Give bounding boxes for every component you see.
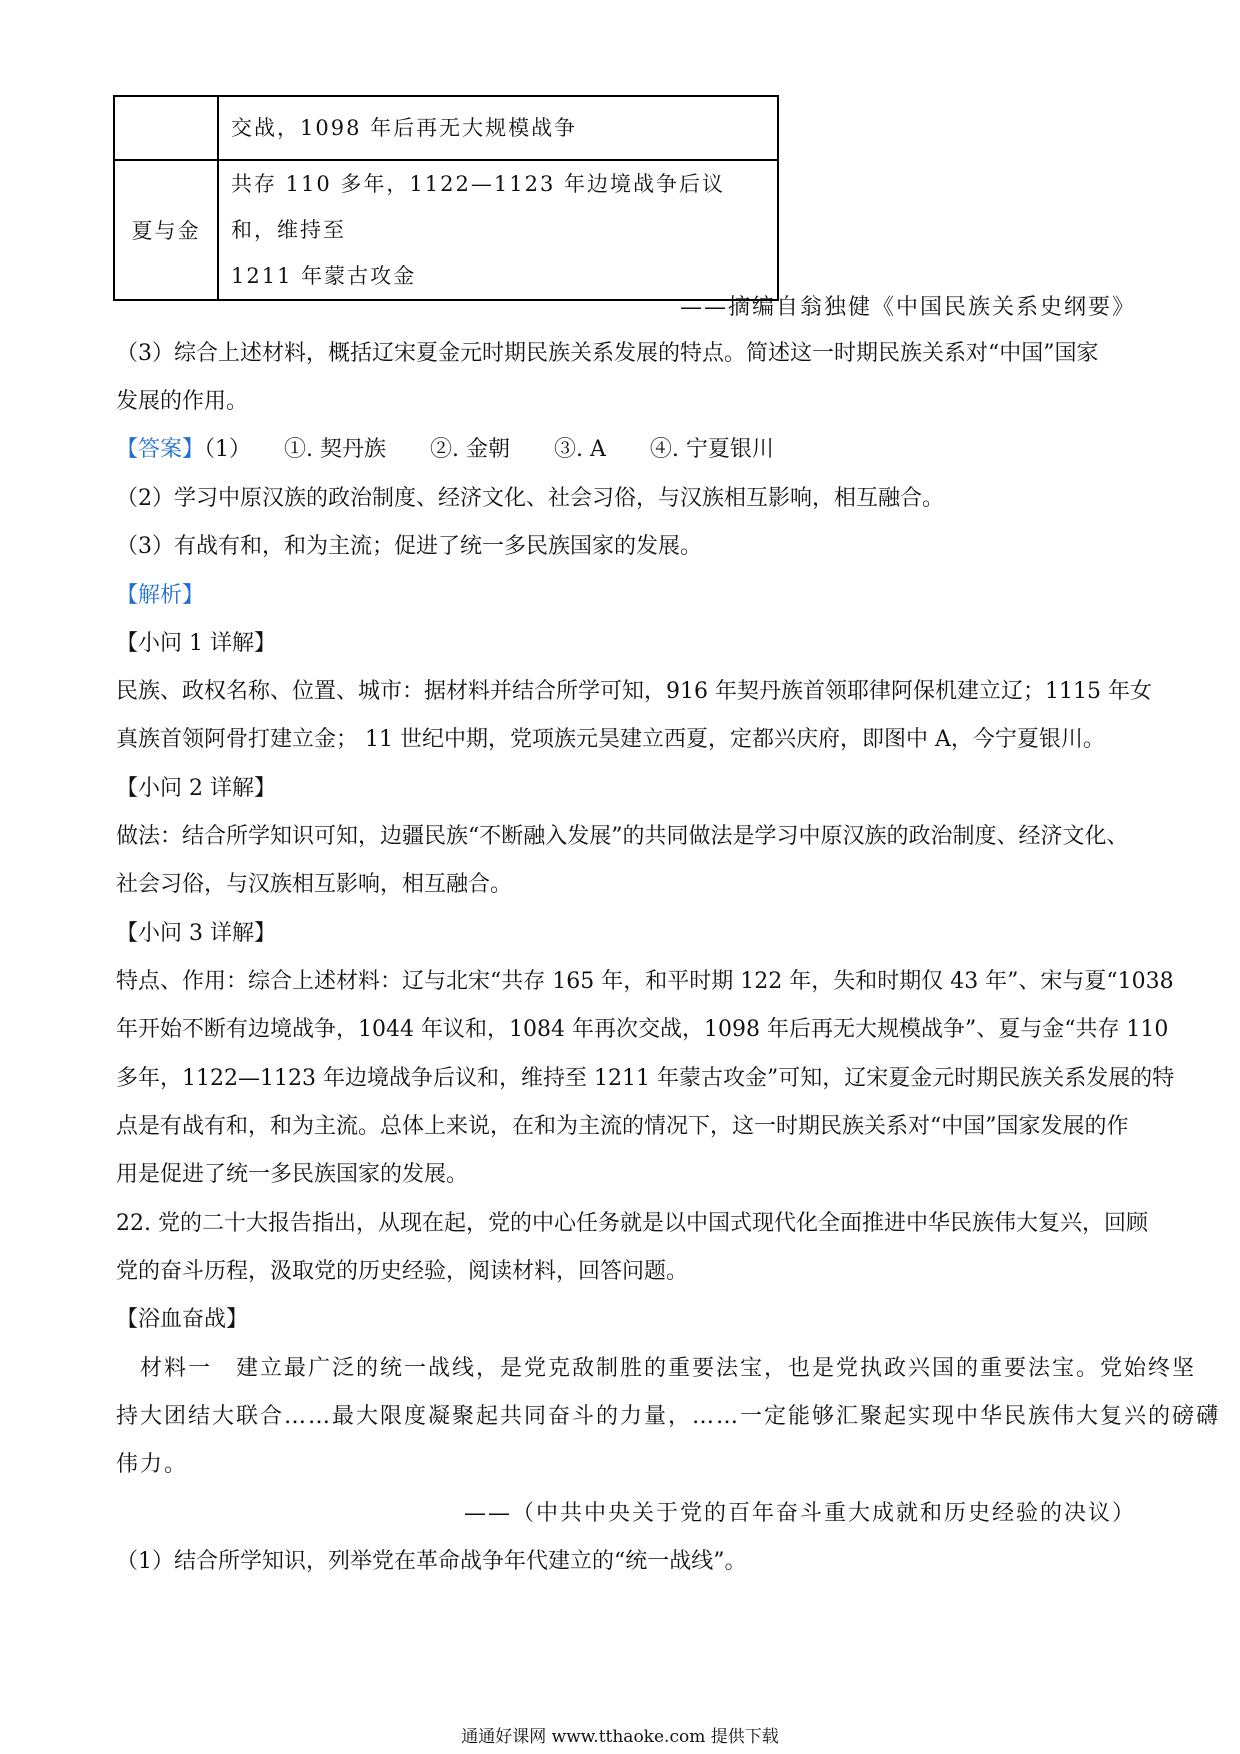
q22-line-1: 22. 党的二十大报告指出，从现在起，党的中心任务就是以中国式现代化全面推进中华民族伟大复兴，回顾 <box>116 1211 1148 1236</box>
sub3-line-3: 多年，1122—1123 年边境战争后议和，维持至 1211 年蒙古攻金”可知，辽宋夏金元时期民族关系发展的特 <box>116 1066 1175 1091</box>
question-3-line-1: （3）综合上述材料，概括辽宋夏金元时期民族关系发展的特点。简述这一时期民族关系对“中国”国家 <box>116 341 1099 366</box>
sub3-line-4: 点是有战有和，和为主流。总体上来说，在和为主流的情况下，这一时期民族关系对“中国”国家发展的作 <box>116 1114 1129 1139</box>
table-cell-content: 交战，1098 年后再无大规模战争 <box>218 96 778 160</box>
table-cell-name <box>114 96 218 160</box>
sub1-line-1: 民族、政权名称、位置、城市：据材料并结合所学可知，916 年契丹族首领耶律阿保机建立辽；1115 年女 <box>116 679 1152 704</box>
table-cell-content: 共存 110 多年，1122—1123 年边境战争后议和，维持至 1211 年蒙古攻金 <box>218 160 778 300</box>
question-3-line-2: 发展的作用。 <box>116 389 249 414</box>
sub2-title: 【小问 2 详解】 <box>116 776 276 801</box>
table-row <box>114 160 778 300</box>
sub2-line-2: 社会习俗，与汉族相互影响，相互融合。 <box>116 872 513 897</box>
table-cell-name: 夏与金 <box>114 160 218 300</box>
relations-table <box>113 95 779 301</box>
q22-section: 【浴血奋战】 <box>116 1307 249 1332</box>
answer-line-1: 【答案】（1） ①. 契丹族 ②. 金朝 ③. A ④. 宁夏银川 <box>116 437 774 462</box>
sub3-line-5: 用是促进了统一多民族国家的发展。 <box>116 1162 469 1187</box>
sub3-line-1: 特点、作用：综合上述材料：辽与北宋“共存 165 年，和平时期 122 年，失和时期仅 43 年”、宋与夏“1038 <box>116 969 1174 994</box>
answer-line-2: （2）学习中原汉族的政治制度、经济文化、社会习俗，与汉族相互影响，相互融合。 <box>116 486 944 511</box>
sub2-line-1: 做法：结合所学知识可知，边疆民族“不断融入发展”的共同做法是学习中原汉族的政治制度、经济文化、 <box>116 824 1129 849</box>
table-row <box>114 96 778 160</box>
analysis-label: 【解析】 <box>116 583 205 608</box>
material-source: ——（中共中央关于党的百年奋斗重大成就和历史经验的决议） <box>463 1501 1136 1526</box>
page-footer: 通通好课网 www.tthaoke.com 提供下载 <box>461 1727 779 1747</box>
q22-question-1: （1）结合所学知识，列举党在革命战争年代建立的“统一战线”。 <box>116 1549 747 1574</box>
material-line-3: 伟力。 <box>116 1452 189 1477</box>
sub1-title: 【小问 1 详解】 <box>116 631 276 656</box>
answer-label: 【答案】 <box>116 437 205 462</box>
sub3-line-2: 年开始不断有边境战争，1044 年议和，1084 年再次交战，1098 年后再无大规模战争”、夏与金“共存 110 <box>116 1017 1169 1042</box>
material-line-1: 材料一 建立最广泛的统一战线，是党克敌制胜的重要法宝，也是党执政兴国的重要法宝。党始终坚 <box>116 1356 1197 1381</box>
material-line-2: 持大团结大联合……最大限度凝聚起共同奋斗的力量，……一定能够汇聚起实现中华民族伟大复兴的磅礴 <box>116 1404 1221 1429</box>
answer-line-3: （3）有战有和，和为主流；促进了统一多民族国家的发展。 <box>116 534 702 559</box>
table-source: ——摘编自翁独健《中国民族关系史纲要》 <box>679 295 1136 320</box>
sub1-line-2: 真族首领阿骨打建立金； 11 世纪中期，党项族元昊建立西夏，定都兴庆府，即图中 A，今宁夏银川。 <box>116 727 1105 752</box>
q22-line-2: 党的奋斗历程，汲取党的历史经验，阅读材料，回答问题。 <box>116 1259 689 1284</box>
sub3-title: 【小问 3 详解】 <box>116 921 276 946</box>
